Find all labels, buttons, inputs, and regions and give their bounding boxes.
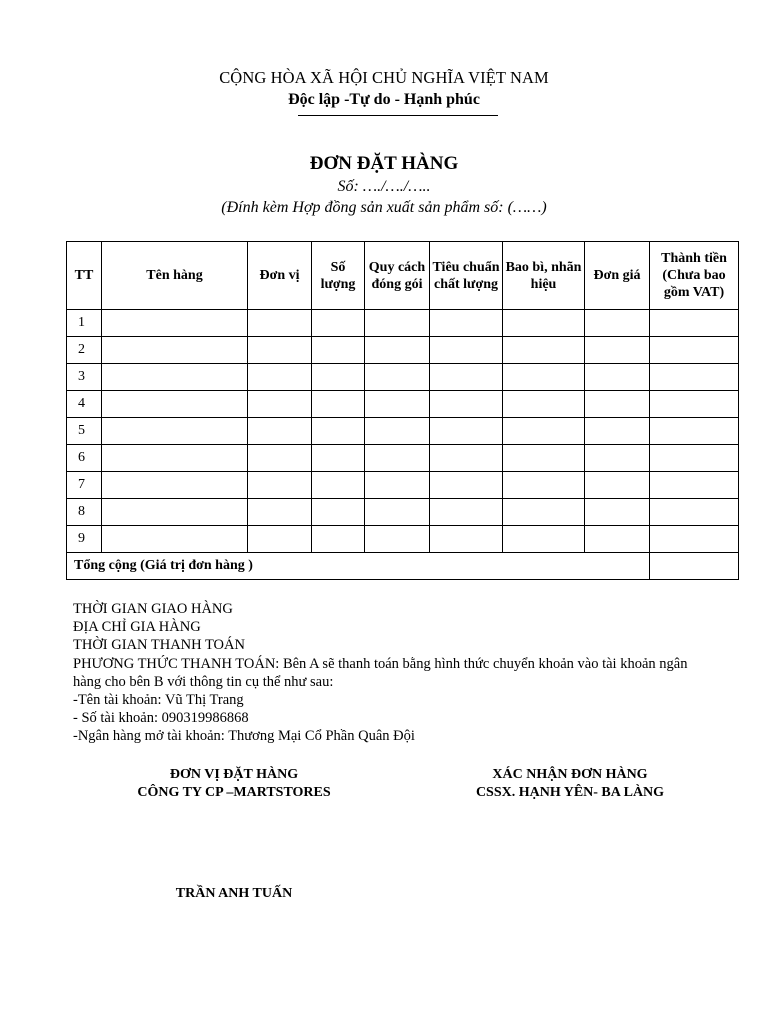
col-header-tt: TT	[67, 242, 102, 310]
table-cell[interactable]	[503, 364, 585, 391]
row-number: 6	[67, 445, 102, 472]
row-number: 3	[67, 364, 102, 391]
document-title: ĐƠN ĐẶT HÀNG	[309, 153, 459, 174]
table-row	[67, 445, 739, 472]
row-number: 8	[67, 499, 102, 526]
buyer-company: CÔNG TY CP –MARTSTORES	[137, 785, 331, 800]
table-cell[interactable]	[248, 499, 312, 526]
table-row	[67, 310, 739, 337]
col-header-packaging: Bao bì, nhãn hiệu	[503, 242, 585, 310]
table-cell[interactable]	[503, 310, 585, 337]
table-cell[interactable]	[430, 418, 503, 445]
table-cell[interactable]	[312, 499, 365, 526]
buyer-signature-block	[104, 766, 364, 802]
row-number: 1	[67, 310, 102, 337]
table-cell[interactable]	[102, 418, 248, 445]
table-cell[interactable]	[650, 472, 739, 499]
table-cell[interactable]	[650, 391, 739, 418]
seller-role: XÁC NHẬN ĐƠN HÀNG	[492, 767, 648, 782]
total-row	[67, 553, 739, 580]
table-cell[interactable]	[650, 418, 739, 445]
table-header-row	[67, 242, 739, 310]
table-cell[interactable]	[365, 472, 430, 499]
table-cell[interactable]	[585, 418, 650, 445]
table-cell[interactable]	[585, 472, 650, 499]
table-cell[interactable]	[430, 364, 503, 391]
table-cell[interactable]	[312, 337, 365, 364]
table-cell[interactable]	[503, 337, 585, 364]
table-cell[interactable]	[585, 310, 650, 337]
table-cell[interactable]	[430, 499, 503, 526]
col-header-packing: Quy cách đóng gói	[365, 242, 430, 310]
delivery-address-label: ĐỊA CHỈ GIA HÀNG	[73, 619, 201, 636]
table-cell[interactable]	[650, 364, 739, 391]
table-cell[interactable]	[650, 499, 739, 526]
account-name-text: -Tên tài khoản: Vũ Thị Trang	[73, 692, 244, 709]
table-cell[interactable]	[585, 337, 650, 364]
total-amount-cell[interactable]	[650, 553, 739, 580]
bank-name-text: -Ngân hàng mở tài khoản: Thương Mại Cổ Phần Quân Đội	[73, 728, 415, 745]
table-cell[interactable]	[430, 445, 503, 472]
national-heading: CỘNG HÒA XÃ HỘI CHỦ NGHĨA VIỆT NAM	[219, 68, 549, 87]
table-cell[interactable]	[585, 391, 650, 418]
table-cell[interactable]	[365, 310, 430, 337]
table-cell[interactable]	[102, 499, 248, 526]
table-cell[interactable]	[312, 418, 365, 445]
contract-attachment-note: (Đính kèm Hợp đồng sản xuất sản phẩm số: (……)	[221, 199, 547, 216]
row-number: 9	[67, 526, 102, 553]
order-terms	[73, 600, 713, 746]
col-header-standard: Tiêu chuẩn chất lượng	[430, 242, 503, 310]
table-cell[interactable]	[503, 445, 585, 472]
table-row	[67, 499, 739, 526]
table-cell[interactable]	[650, 310, 739, 337]
table-cell[interactable]	[650, 337, 739, 364]
table-cell[interactable]	[365, 499, 430, 526]
table-cell[interactable]	[365, 391, 430, 418]
table-cell[interactable]	[312, 445, 365, 472]
table-cell[interactable]	[248, 310, 312, 337]
table-cell[interactable]	[430, 310, 503, 337]
table-cell[interactable]	[650, 445, 739, 472]
table-cell[interactable]	[248, 445, 312, 472]
col-header-price: Đơn giá	[585, 242, 650, 310]
table-cell[interactable]	[365, 337, 430, 364]
col-header-amount: Thành tiền (Chưa bao gồm VAT)	[650, 242, 739, 310]
table-cell[interactable]	[102, 391, 248, 418]
table-cell[interactable]	[585, 445, 650, 472]
table-cell[interactable]	[585, 499, 650, 526]
seller-company: CSSX. HẠNH YÊN- BA LÀNG	[475, 785, 665, 800]
table-cell[interactable]	[312, 391, 365, 418]
table-cell[interactable]	[650, 526, 739, 553]
table-cell[interactable]	[585, 526, 650, 553]
payment-time-label: THỜI GIAN THANH TOÁN	[73, 637, 245, 654]
table-row	[67, 418, 739, 445]
table-cell[interactable]	[102, 472, 248, 499]
table-cell[interactable]	[248, 337, 312, 364]
table-cell[interactable]	[430, 391, 503, 418]
table-cell[interactable]	[248, 526, 312, 553]
table-cell[interactable]	[312, 310, 365, 337]
row-number: 7	[67, 472, 102, 499]
table-row	[67, 391, 739, 418]
document-number: Số: …./…./…..	[337, 178, 431, 195]
row-number: 2	[67, 337, 102, 364]
buyer-role: ĐƠN VỊ ĐẶT HÀNG	[169, 767, 299, 782]
col-header-name: Tên hàng	[102, 242, 248, 310]
row-number: 5	[67, 418, 102, 445]
table-cell[interactable]	[365, 526, 430, 553]
table-cell[interactable]	[248, 472, 312, 499]
table-cell[interactable]	[102, 337, 248, 364]
buyer-signer-name: TRẦN ANH TUẤN	[175, 886, 293, 901]
col-header-unit: Đơn vị	[248, 242, 312, 310]
table-cell[interactable]	[503, 391, 585, 418]
row-number: 4	[67, 391, 102, 418]
table-cell[interactable]	[503, 526, 585, 553]
payment-method-text: PHƯƠNG THỨC THANH TOÁN: Bên A sẽ thanh toán bằng hình thức chuyển khoản vào tài khoản ngân hàng cho bên B với thông tin cụ thể như sau:	[73, 655, 688, 690]
table-cell[interactable]	[503, 472, 585, 499]
table-cell[interactable]	[430, 337, 503, 364]
table-row	[67, 526, 739, 553]
table-cell[interactable]	[102, 445, 248, 472]
table-cell[interactable]	[312, 472, 365, 499]
table-cell[interactable]	[430, 526, 503, 553]
col-header-qty: Số lượng	[312, 242, 365, 310]
table-body	[67, 310, 739, 553]
order-table	[66, 241, 739, 580]
table-row	[67, 472, 739, 499]
motto-underline	[298, 115, 498, 116]
table-cell[interactable]	[365, 445, 430, 472]
table-cell[interactable]	[312, 526, 365, 553]
table-cell[interactable]	[102, 310, 248, 337]
delivery-time-label: THỜI GIAN GIAO HÀNG	[73, 601, 233, 617]
table-row	[67, 364, 739, 391]
table-cell[interactable]	[585, 364, 650, 391]
table-cell[interactable]	[248, 391, 312, 418]
table-cell[interactable]	[102, 364, 248, 391]
table-cell[interactable]	[248, 418, 312, 445]
table-cell[interactable]	[365, 364, 430, 391]
table-cell[interactable]	[102, 526, 248, 553]
table-row	[67, 337, 739, 364]
account-number-text: - Số tài khoản: 090319986868	[73, 710, 249, 727]
table-cell[interactable]	[248, 364, 312, 391]
table-cell[interactable]	[312, 364, 365, 391]
national-motto: Độc lập -Tự do - Hạnh phúc	[288, 91, 480, 108]
total-label: Tổng cộng (Giá trị đơn hàng )	[67, 553, 650, 580]
table-cell[interactable]	[365, 418, 430, 445]
table-cell[interactable]	[430, 472, 503, 499]
table-cell[interactable]	[503, 418, 585, 445]
seller-signature-block	[440, 766, 700, 802]
table-cell[interactable]	[503, 499, 585, 526]
